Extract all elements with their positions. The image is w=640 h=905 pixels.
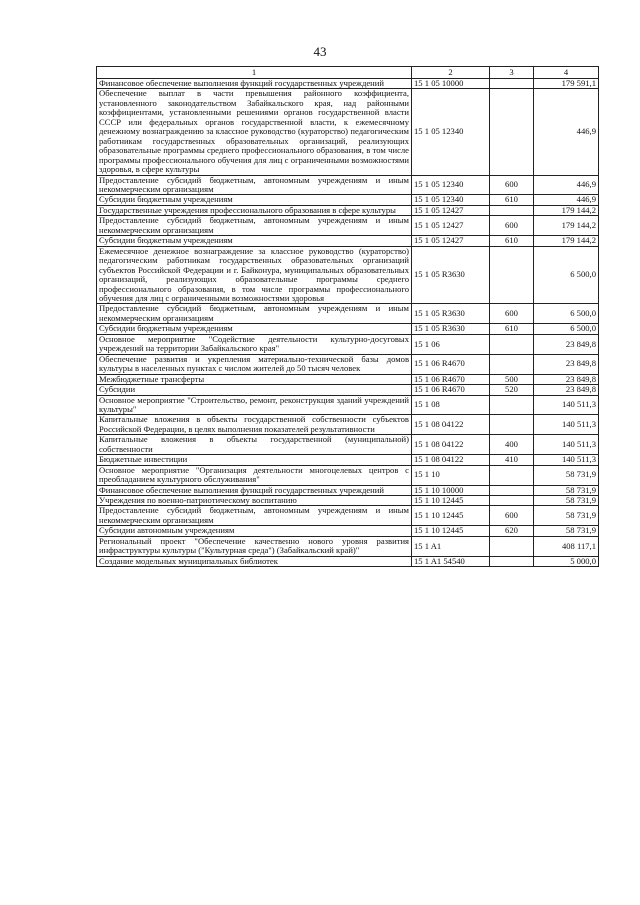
table-row [97,506,599,526]
row-name-cell: Учреждения по военно-патриотическому воспитанию [97,496,412,506]
row-type-cell [490,334,534,354]
row-name-cell: Предоставление субсидий бюджетным, автономным учреждениям и иным некоммерческим организациям [97,216,412,236]
row-code-cell: 15 1 10 12445 [412,496,490,506]
row-amount-cell: 179 591,1 [534,79,599,89]
row-code-cell: 15 1 08 [412,395,490,415]
row-code-cell: 15 1 05 12340 [412,195,490,205]
row-code-cell: 15 1 05 R3630 [412,246,490,304]
table-row [97,415,599,435]
row-type-cell [490,79,534,89]
row-type-cell [490,354,534,374]
row-type-cell [490,415,534,435]
row-type-cell [490,485,534,495]
row-type-cell: 520 [490,385,534,395]
row-name-cell: Субсидии автономным учреждениям [97,526,412,536]
table-row [97,246,599,304]
table-row [97,216,599,236]
row-amount-cell: 6 500,0 [534,246,599,304]
row-name-cell: Основное мероприятие "Организация деятельности многоцелевых центров с преобладанием культурного обслуживания" [97,465,412,485]
table-row [97,526,599,536]
row-code-cell: 15 1 A1 54540 [412,556,490,566]
row-type-cell: 600 [490,216,534,236]
row-type-cell [490,89,534,175]
row-amount-cell: 58 731,9 [534,465,599,485]
row-code-cell: 15 1 05 R3630 [412,304,490,324]
row-amount-cell: 23 849,8 [534,334,599,354]
row-amount-cell: 58 731,9 [534,496,599,506]
row-type-cell: 610 [490,236,534,246]
row-amount-cell: 179 144,2 [534,205,599,215]
page-number: 43 [313,44,327,59]
table-row [97,195,599,205]
header-col-1: 1 [97,67,412,79]
row-name-cell: Субсидии бюджетным учреждениям [97,236,412,246]
row-type-cell: 600 [490,175,534,195]
row-amount-cell: 446,9 [534,175,599,195]
row-amount-cell: 179 144,2 [534,216,599,236]
table-row [97,205,599,215]
row-type-cell [490,536,534,556]
row-code-cell: 15 1 05 R3630 [412,324,490,334]
row-amount-cell: 140 511,3 [534,395,599,415]
row-code-cell: 15 1 06 R4670 [412,374,490,384]
row-code-cell: 15 1 06 R4670 [412,354,490,374]
row-type-cell [490,496,534,506]
header-col-2: 2 [412,67,490,79]
row-amount-cell: 140 511,3 [534,415,599,435]
row-name-cell: Обеспечение развития и укрепления материально-технической базы домов культуры в населенных пунктах с числом жителей до 50 тысяч человек [97,354,412,374]
row-name-cell: Предоставление субсидий бюджетным, автономным учреждениям и иным некоммерческим организациям [97,175,412,195]
row-amount-cell: 58 731,9 [534,506,599,526]
row-code-cell: 15 1 05 10000 [412,79,490,89]
table-row [97,304,599,324]
row-name-cell: Субсидии [97,385,412,395]
row-type-cell: 610 [490,324,534,334]
row-name-cell: Создание модельных муниципальных библиотек [97,556,412,566]
row-amount-cell: 23 849,8 [534,374,599,384]
row-type-cell: 620 [490,526,534,536]
row-code-cell: 15 1 05 12427 [412,216,490,236]
table-row [97,89,599,175]
row-code-cell: 15 1 05 12427 [412,236,490,246]
table-row [97,374,599,384]
row-amount-cell: 58 731,9 [534,526,599,536]
row-code-cell: 15 1 A1 [412,536,490,556]
table-row [97,79,599,89]
row-name-cell: Межбюджетные трансферты [97,374,412,384]
row-type-cell: 600 [490,506,534,526]
row-amount-cell: 408 117,1 [534,536,599,556]
row-amount-cell: 5 000,0 [534,556,599,566]
row-type-cell: 400 [490,435,534,455]
row-name-cell: Капитальные вложения в объекты государственной (муниципальной) собственности [97,435,412,455]
table-header-row [97,67,599,79]
row-code-cell: 15 1 05 12427 [412,205,490,215]
row-amount-cell: 446,9 [534,89,599,175]
row-type-cell: 410 [490,455,534,465]
row-type-cell [490,465,534,485]
row-code-cell: 15 1 08 04122 [412,415,490,435]
row-code-cell: 15 1 06 [412,334,490,354]
row-name-cell: Ежемесячное денежное вознаграждение за классное руководство (кураторство) педагогическим работникам государственных образовательных организаций субъектов Российской Федерации и г. Байконура, муниципальных образовательных организаций, реализующих образовательные программы среднего профессионального образования, в том числе программы профессионального обучения для лиц с ограниченными возможностями здоровья [97,246,412,304]
table-row [97,354,599,374]
row-name-cell: Государственные учреждения профессионального образования в сфере культуры [97,205,412,215]
table-row [97,496,599,506]
table-row [97,385,599,395]
row-amount-cell: 6 500,0 [534,304,599,324]
header-col-3: 3 [490,67,534,79]
row-code-cell: 15 1 10 [412,465,490,485]
header-col-4: 4 [534,67,599,79]
row-name-cell: Предоставление субсидий бюджетным, автономным учреждениям и иным некоммерческим организациям [97,506,412,526]
row-name-cell: Основное мероприятие "Содействие деятельности культурно-досуговых учреждений на территории Забайкальского края" [97,334,412,354]
row-code-cell: 15 1 06 R4670 [412,385,490,395]
row-code-cell: 15 1 10 10000 [412,485,490,495]
table-row [97,395,599,415]
row-amount-cell: 58 731,9 [534,485,599,495]
table-row [97,556,599,566]
row-name-cell: Обеспечение выплат в части превышения районного коэффициента, установленного законодательством Забайкальского края, над районными коэффициентами, установленными решениями органов государственной власти СССР или федеральных органов государственной власти, к ежемесячному денежному вознаграждению за классное руководство (кураторство) педагогическим работникам государственных образовательных организаций, реализующих образовательные программы среднего профессионального образования, в том числе программы профессионального обучения для лиц с ограниченными возможностями здоровья, в сфере культуры [97,89,412,175]
row-amount-cell: 140 511,3 [534,455,599,465]
row-code-cell: 15 1 10 12445 [412,526,490,536]
row-code-cell: 15 1 05 12340 [412,175,490,195]
row-amount-cell: 140 511,3 [534,435,599,455]
row-amount-cell: 446,9 [534,195,599,205]
row-amount-cell: 179 144,2 [534,236,599,246]
row-name-cell: Бюджетные инвестиции [97,455,412,465]
table-row [97,485,599,495]
row-type-cell [490,205,534,215]
row-code-cell: 15 1 05 12340 [412,89,490,175]
row-type-cell [490,395,534,415]
row-name-cell: Субсидии бюджетным учреждениям [97,324,412,334]
row-type-cell: 600 [490,304,534,324]
row-name-cell: Региональный проект "Обеспечение качественно нового уровня развития инфраструктуры культуры ("Культурная среда") (Забайкальский край)" [97,536,412,556]
table-row [97,435,599,455]
row-type-cell [490,556,534,566]
table-row [97,334,599,354]
row-type-cell: 500 [490,374,534,384]
row-amount-cell: 6 500,0 [534,324,599,334]
row-name-cell: Финансовое обеспечение выполнения функций государственных учреждений [97,79,412,89]
table-row [97,465,599,485]
row-amount-cell: 23 849,8 [534,385,599,395]
row-code-cell: 15 1 10 12445 [412,506,490,526]
row-code-cell: 15 1 08 04122 [412,435,490,455]
row-name-cell: Основное мероприятие "Строительство, ремонт, реконструкция зданий учреждений культуры" [97,395,412,415]
table-row [97,536,599,556]
table-row [97,236,599,246]
row-name-cell: Капитальные вложения в объекты государственной собственности субъектов Российской Федерации, в целях выполнения показателей результативности [97,415,412,435]
row-name-cell: Предоставление субсидий бюджетным, автономным учреждениям и иным некоммерческим организациям [97,304,412,324]
row-name-cell: Финансовое обеспечение выполнения функций государственных учреждений [97,485,412,495]
budget-table [96,66,599,567]
row-name-cell: Субсидии бюджетным учреждениям [97,195,412,205]
table-row [97,175,599,195]
row-amount-cell: 23 849,8 [534,354,599,374]
row-type-cell: 610 [490,195,534,205]
row-code-cell: 15 1 08 04122 [412,455,490,465]
table-row [97,455,599,465]
table-row [97,324,599,334]
row-type-cell [490,246,534,304]
